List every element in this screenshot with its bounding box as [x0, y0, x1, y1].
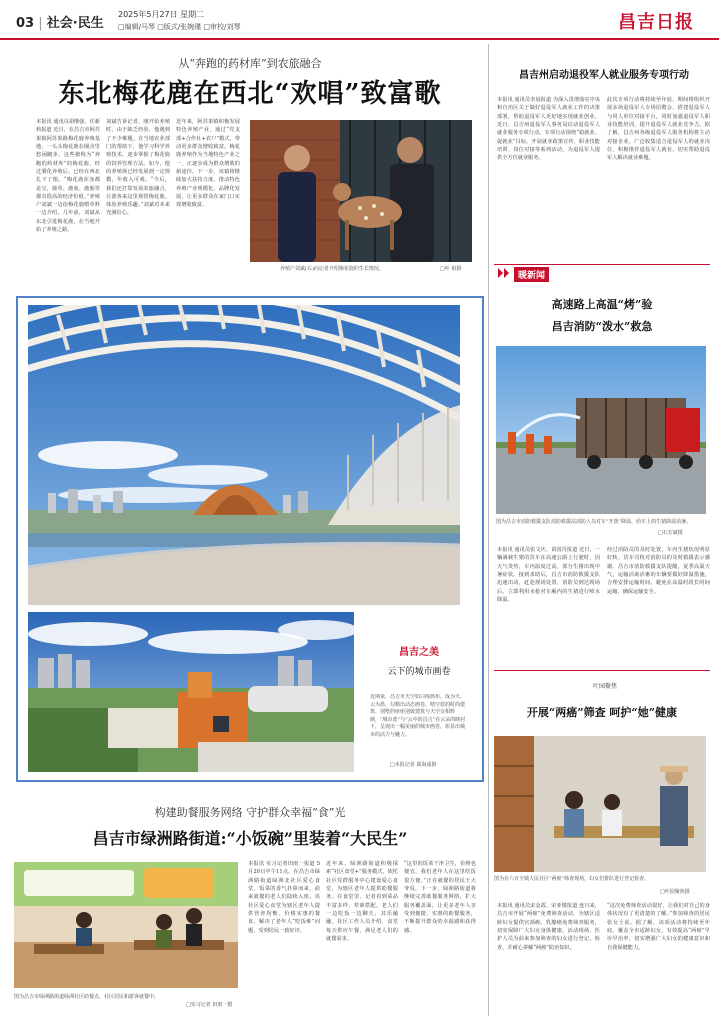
editor-credits: □编辑/马琴 □版式/张婉瑾 □审校/刘琴	[118, 23, 241, 31]
double-chevron-icon	[498, 268, 510, 278]
issue-date: 2025年5月27日 星期二	[118, 10, 205, 19]
fire-photo	[496, 346, 706, 514]
health-photo	[494, 736, 706, 872]
deer-headline: 东北梅花鹿在西北“欢唱”致富歌	[58, 79, 442, 109]
deer-body-col3: 近年来，阿苏果镇积极发展特色养殖产业，通过“党支部+合作社+农户”模式，带动更多群众增收致富。梅花鹿养殖作为当地特色产业之一，正逐步成为群众增收的新途径。下一步，该镇将继续加大扶持力度，推动特色养殖产业规模化、品牌化发展，让更多群众在家门口实现增收致富。	[176, 119, 240, 209]
fire-body-col2: 经过消防员的及时处置，车内生猪状况明显好转。货车司机对消防员的及时救援表示感谢。昌吉市消防救援支队提醒，夏季高温天气，运输活禽活畜的车辆要做好降温措施，合理安排运输时间，避免在高温时段长时间运输，确保运输安全。	[607, 547, 710, 595]
health-headline: 开展“两癌”筛查 呵护“她”健康	[526, 706, 678, 719]
canteen-photo-caption: 图为昌吉市绿洲路街道绿洲社区助餐点，社区居民和游客就餐中。	[14, 994, 160, 1000]
page-header	[0, 0, 719, 40]
deer-photo	[250, 120, 472, 262]
fire-body-col1: 本报讯 通讯员张文庆、苗国丹报道 近日，一辆满载生猪的货车在高速公路上行驶时，因天气炎热，车内温度过高，部分生猪出现中暑症状。接到求助后，昌吉市消防救援支队迅速出动，赶赴现场处置。消防员到达现场后，立即利用水枪对车厢内的生猪进行喷水降温。	[497, 547, 600, 603]
column-divider	[488, 44, 489, 1016]
veteran-body-col1: 本报讯 通讯员李晨报道 为深入贯彻落实中央和自治区关于做好退役军人就业工作的决策部署，帮助退役军人更好地实现就业创业，近日，昌吉州退役军人事务局启动退役军人就业服务专项行动。专项行动围绕“稳就业、促就业”目标，开展就业政策宣传、职业技能培训、岗位对接等系列活动，为退役军人提供全方位就业服务。	[497, 97, 600, 162]
fire-kicker: 高速路上高温“烤”验	[551, 298, 653, 311]
canteen-body-col3: “这里的饭菜干净卫生，价格也便宜，我们老年人在这里吃饭很方便。”正在就餐的居民王大爷说。下一步，绿洲路街道将继续完善助餐服务网络，扩大服务覆盖面，让更多老年人享受到便捷、实惠的助餐服务，不断提升群众的幸福感和获得感。	[404, 861, 476, 934]
deer-photo-caption: 养殖户刘斌(右)向记者介绍梅花鹿的生长情况。	[280, 266, 384, 272]
deer-photo-credit: □叶 祖摄	[440, 266, 462, 272]
fire-photo-credit: □石宏斌摄	[658, 530, 683, 536]
warm-news-label: 暖新闻	[514, 267, 549, 282]
fire-photo-caption: 图为昌吉市消防救援支队消防救援站消防人员对车“开泼”降温，给车上的生猪降温消暑。	[496, 519, 692, 525]
museum-photo	[28, 612, 354, 772]
feature-subtitle: 云下的城市画卷	[387, 667, 451, 677]
health-photo-credit: □叶园聚焦摄	[660, 889, 690, 895]
arch-bridge-photo	[28, 305, 460, 605]
canteen-kicker: 构建助餐服务网络 守护群众幸福“食”光	[154, 806, 346, 819]
canteen-body-col2: 近年来，绿洲路街道积极探索“社区食堂+”服务模式，依托社区党群服务中心建设爱心食堂，为辖区老年人提供助餐服务。在食堂里，记者看到菜品丰富多样，荤素搭配，老人们一边吃饭一边聊天，其乐融融。社区工作人员介绍，食堂每天供应午餐，满足老人们的就餐需求。	[326, 861, 398, 942]
deer-body-col1: 本报讯 通讯员胡继强、任新莉报道 近日，在昌吉市阿苏果镇阿苏果路梅花鹿养殖基地，一头头梅花鹿在圈舍里悠闲踱步。这些被称为“奔跑的药材库”的梅花鹿，经过驯化养殖后，已经在西北扎下了根。“梅花鹿浑身都是宝，鹿茸、鹿血、鹿胎等都有很高的经济价值。”养殖户刘斌一边给梅花鹿喂草料一边介绍。几年前，刘斌从东北引进梅花鹿，在当地开始了养殖之路。	[36, 119, 100, 234]
canteen-body-col1: 本报讯 实习记者田雨一报道 5月20日中午11点，在昌吉市绿洲路街道绿洲北社区爱心食堂，饭菜的香气扑鼻而来，前来就餐的老人们陆续入座。该社区爱心食堂为辖区老年人提供营养均衡、价格实惠的餐食，解决了老年人“吃饭难”问题，受到居民一致好评。	[248, 861, 320, 934]
feature-caption: 近期来，昌吉市天空如白练画布，成为天、云为墨，勾勒出动态画卷。晴空蓝的时尚建筑、别墅的座座别致建筑与天空交相辉映，“城市蓝”与“云中的昌吉”在云朵的映衬下，呈现出一幅美丽的城市画卷，彰显出城市的活力与魅力。	[370, 694, 466, 738]
canteen-photo	[14, 862, 238, 988]
warm-news-banner	[494, 264, 710, 281]
feature-title: 昌吉之美	[399, 647, 439, 658]
canteen-headline: 昌吉市绿洲路街道:“小饭碗”里装着“大民生”	[92, 829, 408, 848]
fire-headline: 昌吉消防“泼水”救急	[551, 320, 653, 333]
veteran-body-col2: 此次专项行动将持续至年底，期间将组织开展多场退役军人专场招聘会，搭建退役军人与用人单位对接平台，同时加强退役军人职业技能培训，提升退役军人就业竞争力。据了解，昌吉州各级退役军人服务机构将主动对接企业，广泛收集适合退役军人的就业岗位，积极推荐退役军人就业，切实帮助退役军人解决就业难题。	[607, 97, 710, 162]
health-body-col2: “这次免费筛查活动很好，让我们对自己的身体状况有了更清楚的了解。”参加筛查的居民张女士说。据了解，该项活动将持续至年底，覆盖全市适龄妇女，有效提高“两癌”早诊早治率，切实增强广大妇女的健康意识和自我保健能力。	[607, 903, 710, 951]
newspaper-logo: 昌吉日报	[618, 12, 694, 33]
veteran-headline: 昌吉州启动退役军人就业服务专项行动	[519, 70, 689, 81]
health-kicker: 叶园聚焦	[592, 683, 617, 690]
page-number: 03 | 社会·民生	[16, 16, 104, 31]
deer-body-col2: 刘斌告诉记者，刚开始养殖时，由于缺乏经验，他遇到了不少难题。在当地农业部门的帮助下，他学习科学养殖技术，逐步掌握了梅花鹿的饲养管理方法。如今，他的养殖场已经发展到一定规模，年收入可观。“今后，我们还打算发展农旅融合，让游客来这里观赏梅花鹿，体验养殖乐趣。”刘斌对未来充满信心。	[106, 119, 170, 217]
health-photo-caption: 图为在六百全镇人民社区“两癌”筛查现场，妇女们排队进行登记检查。	[494, 876, 650, 882]
deer-kicker: 从“奔跑的药材库”到农旅融合	[178, 57, 322, 70]
health-divider	[494, 670, 710, 671]
canteen-photo-credit: □实习记者 田雨一摄	[186, 1002, 233, 1008]
health-body-col1: 本报讯 通讯员宋金霞、宋亚楼报道 连日来，昌吉市开展“两癌”免费筛查活动，为辖区适龄妇女提供宫颈癌、乳腺癌免费筛查服务，切实保障广大妇女身体健康。活动现场，医护人员为前来参加筛查的妇女进行登记、检查，并耐心讲解“两癌”防治知识。	[497, 903, 600, 951]
feature-credit: □本报记者 邱海成摄	[390, 762, 437, 768]
